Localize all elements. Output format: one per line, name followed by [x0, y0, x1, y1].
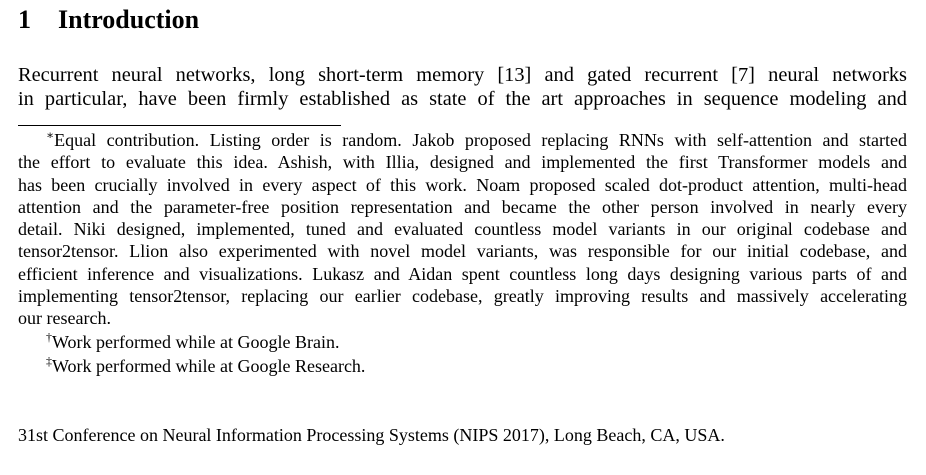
footnote-text: Work performed while at Google Research. — [52, 355, 366, 376]
footnote-text: Work performed while at Google Brain. — [52, 331, 340, 352]
footnote-line: the effort to evaluate this idea. Ashish, with Illia, designed and implemented the first Transformer models and — [18, 152, 907, 173]
footnote-line: ∗Equal contribution. Listing order is random. Jakob proposed replacing RNNs with self-attention and started — [46, 128, 907, 150]
footnote-line: tensor2tensor. Llion also experimented with novel model variants, was responsible for our initial codebase, and — [18, 241, 907, 262]
footnote-line: has been crucially involved in every aspect of this work. Noam proposed scaled dot-product attention, multi-head — [18, 174, 907, 195]
footnote-equal-contribution — [18, 129, 907, 330]
footnote-marker-dagger: † — [46, 329, 52, 344]
footnote-line: attention and the parameter-free position representation and became the other person involved in nearly every — [18, 196, 907, 217]
footnote-line: detail. Niki designed, implemented, tuned and evaluated countless model variants in our original codebase and — [18, 219, 907, 240]
footnote-rule — [18, 125, 341, 126]
section-title: Introduction — [58, 5, 200, 34]
footnotes — [18, 129, 907, 378]
footnote-marker-asterisk: ∗ — [46, 128, 55, 142]
footnote-marker-double-dagger: ‡ — [46, 353, 52, 368]
section-number: 1 — [18, 5, 31, 34]
footnote-line: our research. — [18, 308, 111, 329]
body-line: in particular, have been firmly established as state of the art approaches in sequence modeling and — [18, 88, 907, 110]
body-paragraph — [18, 63, 907, 111]
footnote-line: implementing tensor2tensor, replacing our earlier codebase, greatly improving results and massively accelerating — [18, 286, 907, 307]
section-heading — [18, 4, 199, 36]
footnote-google-research — [18, 354, 907, 378]
conference-note: 31st Conference on Neural Information Processing Systems (NIPS 2017), Long Beach, CA, USA. — [18, 425, 725, 445]
footnote-google-brain — [18, 330, 907, 354]
body-line: Recurrent neural networks, long short-term memory [13] and gated recurrent [7] neural networks — [18, 64, 907, 86]
footnote-line: efficient inference and visualizations. Lukasz and Aidan spent countless long days designing various parts of and — [18, 263, 907, 284]
